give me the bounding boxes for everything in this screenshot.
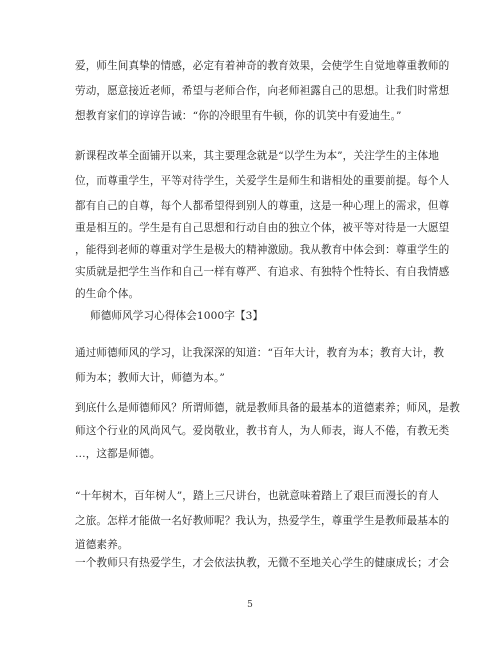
text-line: 之旅。怎样才能做一名好教师呢？我认为，热爱学生，尊重学生是教师最基本的: [75, 515, 450, 527]
text-line: 重是相互的。学生是有自己思想和行动自由的独立个体，被平等对待是一大愿望: [75, 222, 450, 234]
text-line: 爱，师生间真挚的情感，必定有着神奇的教育效果，会使学生自觉地尊重教师的: [75, 60, 450, 72]
text-line: 的生命个体。: [75, 288, 140, 300]
text-line: 都有自己的自尊，每个人都希望得到别人的尊重，这是一种心理上的需求，但尊: [75, 200, 450, 212]
text-line: …，这都是师德。: [75, 448, 161, 460]
section-heading: 师德师风学习心得体会1000字【3】: [90, 310, 264, 322]
text-line: 到底什么是师德师风？所谓师德，就是教师具备的最基本的道德素养；师风，是教: [75, 402, 460, 414]
text-line: 道德素养。: [75, 539, 129, 551]
text-line: 想教育家们的谆谆告诫：“你的冷眼里有牛顿，你的讥笑中有爱迪生。”: [75, 110, 402, 122]
text-line: 一个教师只有热爱学生，才会依法执教，无微不至地关心学生的健康成长；才会: [75, 557, 450, 569]
text-line: 师这个行业的风尚风气。爱岗敬业，教书育人，为人师表，诲人不倦，有教无类: [75, 425, 450, 437]
text-line: 师为本；教师大计，师德为本。”: [75, 372, 225, 384]
text-line: 位，而尊重学生，平等对待学生，关爱学生是师生和谐相处的重要前提。每个人: [75, 175, 450, 187]
page-number: 5: [247, 600, 253, 610]
text-line: 劳动，愿意接近老师，希望与老师合作，向老师袒露自己的思想。让我们时常想: [75, 85, 450, 97]
text-line: 通过师德师风的学习，让我深深的知道：“百年大计，教育为本；教育大计，教: [75, 347, 445, 359]
text-line: 新课程改革全面铺开以来，其主要理念就是“以学生为本”，关注学生的主体地: [75, 150, 439, 162]
text-line: ，能得到老师的尊重对学生是极大的精神激励。我从教育中体会到：尊重学生的: [75, 244, 450, 256]
text-line: 实质就是把学生当作和自己一样有尊严、有追求、有独特个性特长、有自我情感: [75, 266, 450, 278]
text-line: “十年树木，百年树人”，踏上三尺讲台，也就意味着踏上了艰巨而漫长的育人: [75, 490, 439, 502]
